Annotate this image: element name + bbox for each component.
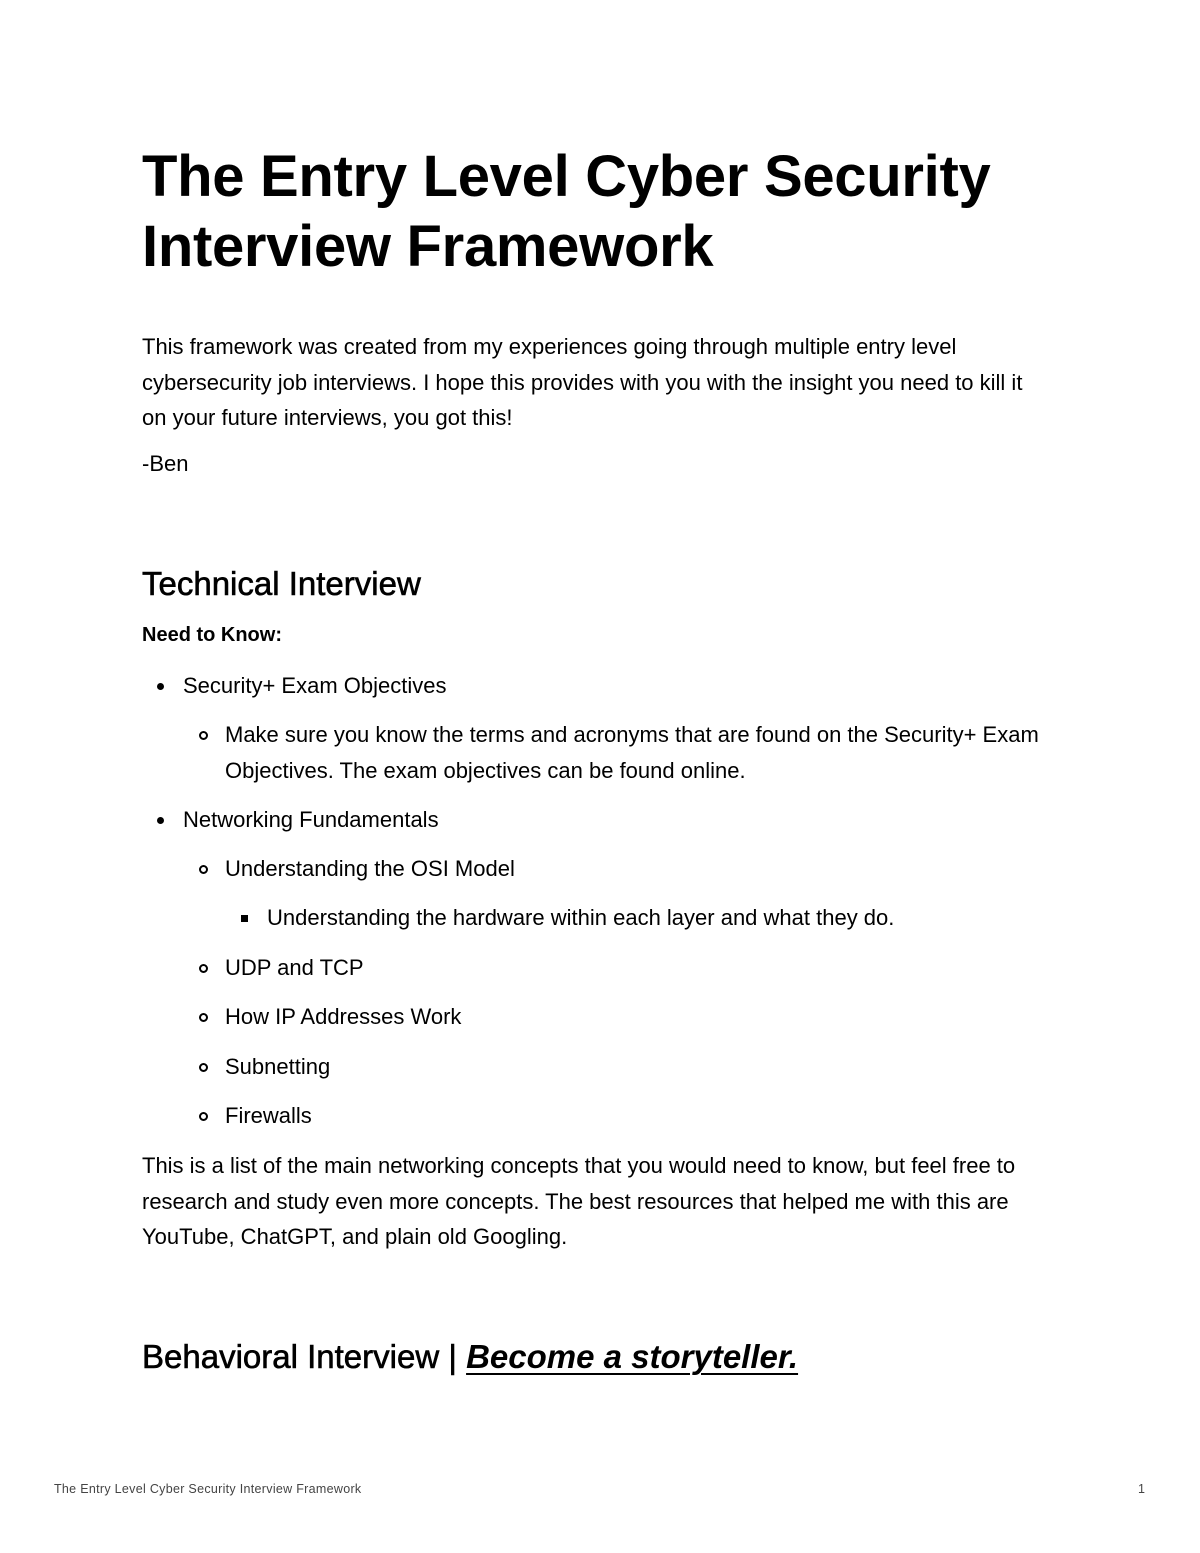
- list-item-text: Networking Fundamentals: [183, 807, 439, 832]
- list-item-ip: [225, 999, 461, 1035]
- behavioral-heading-accent: Become a storyteller.: [466, 1338, 799, 1375]
- list-item-text: Understanding the OSI Model: [225, 856, 515, 881]
- list-item-security-plus-note: [225, 717, 1045, 788]
- behavioral-heading-text: Behavioral Interview |: [142, 1338, 467, 1375]
- signature: -Ben: [142, 451, 189, 476]
- list-item-text: Security+ Exam Objectives: [183, 673, 447, 698]
- behavioral-interview-heading: [142, 1337, 798, 1377]
- hollow-bullet-icon: [199, 964, 208, 973]
- hollow-bullet-icon: [199, 1013, 208, 1022]
- hollow-bullet-icon: [199, 731, 208, 740]
- filled-bullet-icon: [157, 683, 164, 690]
- footer-document-title: The Entry Level Cyber Security Interview Framework: [54, 1482, 362, 1496]
- technical-interview-heading: Technical Interview: [142, 565, 421, 602]
- hollow-bullet-icon: [199, 865, 208, 874]
- list-item-osi-note: [267, 900, 894, 936]
- list-item-text: Firewalls: [225, 1103, 312, 1128]
- hollow-bullet-icon: [199, 1112, 208, 1121]
- list-item-text: UDP and TCP: [225, 955, 364, 980]
- document-title: The Entry Level Cyber Security Interview Framework: [142, 144, 991, 279]
- list-item-text: Understanding the hardware within each layer and what they do.: [267, 905, 895, 930]
- list-item-security-plus: [183, 668, 446, 704]
- filled-bullet-icon: [157, 817, 164, 824]
- need-to-know-label: Need to Know:: [142, 624, 282, 646]
- list-item-text: How IP Addresses Work: [225, 1004, 462, 1029]
- list-item-osi: [225, 851, 515, 887]
- list-item-text: Subnetting: [225, 1054, 331, 1079]
- list-item-text: Make sure you know the terms and acronyms that are found on the Security+ Exam Objectives. The exam objectives can be found online.: [225, 722, 1039, 783]
- square-bullet-icon: [241, 915, 248, 922]
- list-item-networking: [183, 802, 439, 838]
- list-item-firewalls: [225, 1098, 312, 1134]
- footer-page-number: 1: [1138, 1482, 1145, 1496]
- list-item-udp-tcp: [225, 950, 364, 986]
- intro-paragraph: This framework was created from my experiences going through multiple entry level cybersecurity job interviews. I hope this provides with you with the insight you need to kill it on your future interviews, you got this!: [142, 334, 1023, 430]
- hollow-bullet-icon: [199, 1063, 208, 1072]
- closing-paragraph: This is a list of the main networking concepts that you would need to know, but feel free to research and study even more concepts. The best resources that helped me with this are YouTube, ChatGPT, and plain old Googling.: [142, 1153, 1016, 1249]
- list-item-subnetting: [225, 1049, 330, 1085]
